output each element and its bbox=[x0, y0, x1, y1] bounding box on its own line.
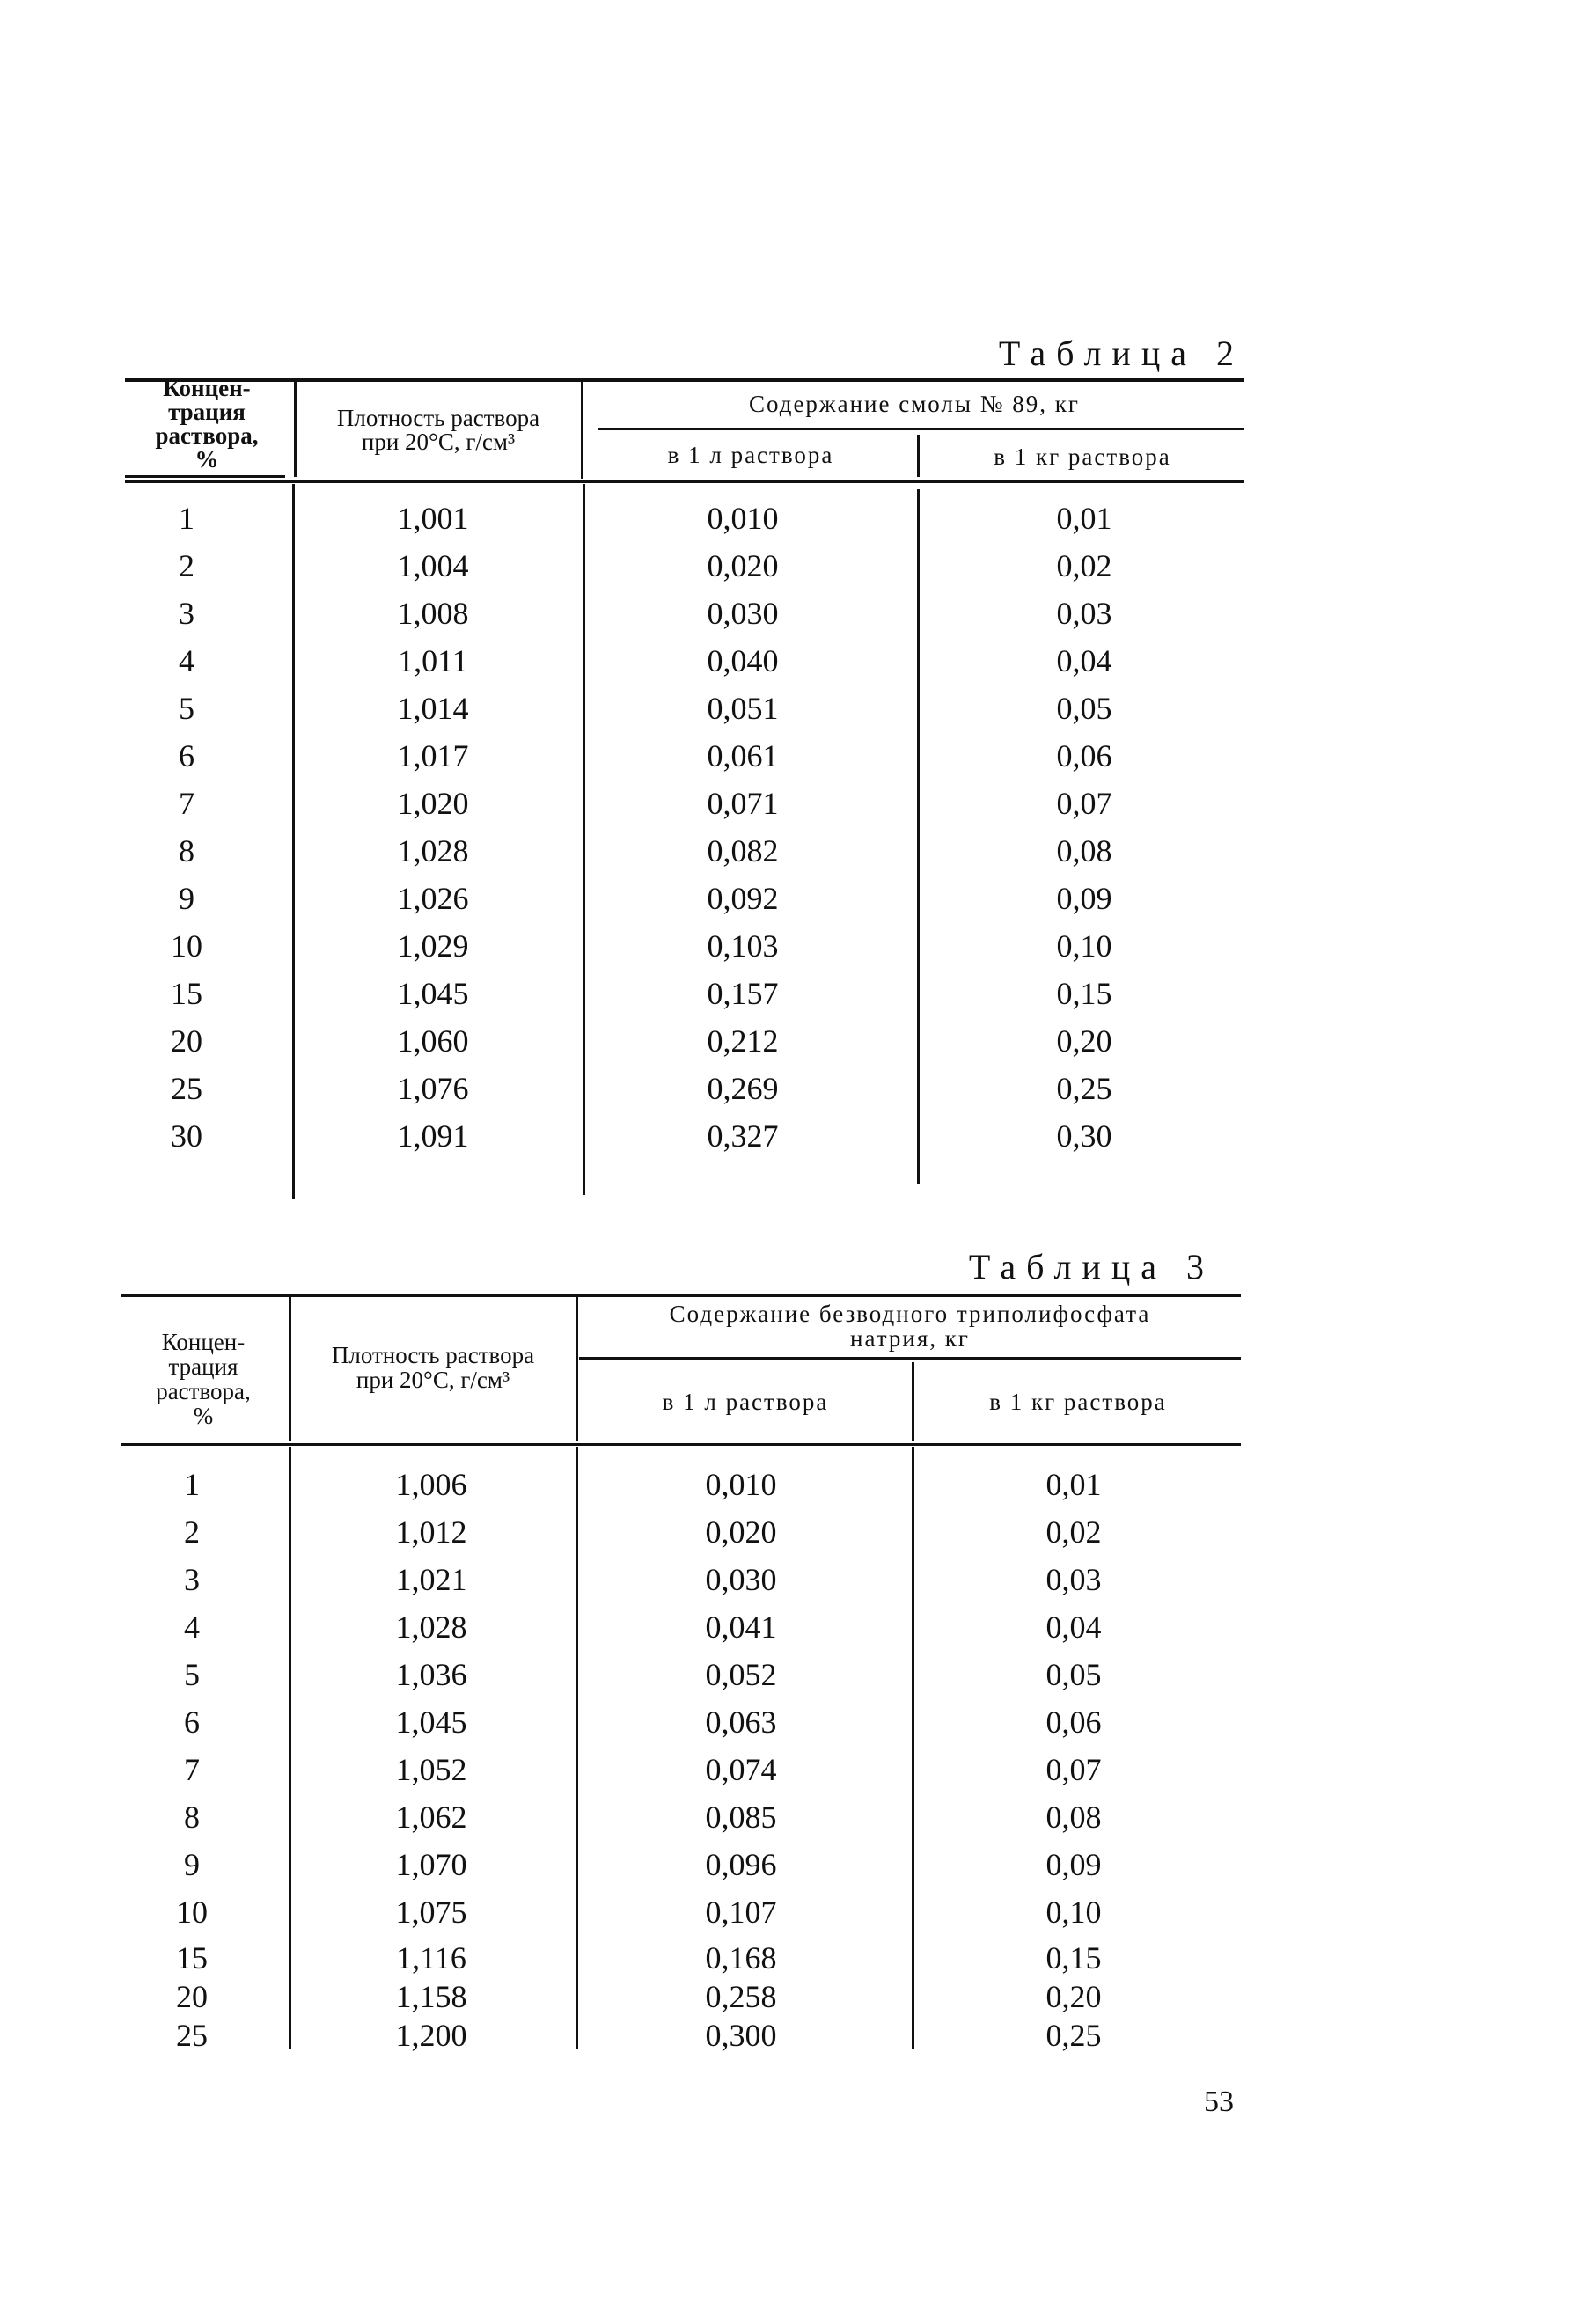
per-kg-cell: 0,05 bbox=[1056, 691, 1112, 726]
density-cell: 1,045 bbox=[397, 976, 469, 1011]
header-line: трация bbox=[168, 1353, 238, 1380]
table-3-vline-2-header bbox=[576, 1297, 578, 1441]
concentration-cell: 3 bbox=[179, 596, 194, 631]
concentration-cell: 6 bbox=[179, 738, 194, 773]
per-kg-cell: 0,05 bbox=[1045, 1657, 1102, 1692]
header-line: натрия, кг bbox=[850, 1325, 970, 1352]
concentration-cell: 15 bbox=[171, 976, 202, 1011]
per-liter-cell: 0,107 bbox=[705, 1895, 777, 1930]
per-liter-cell: 0,300 bbox=[705, 2018, 777, 2053]
table-3-header-per-kg: в 1 кг раствора bbox=[989, 1389, 1167, 1415]
table-2-header-density bbox=[297, 384, 579, 477]
density-cell: 1,021 bbox=[395, 1562, 467, 1597]
table-2-concentration-rule bbox=[125, 475, 285, 478]
table-3-group-rule bbox=[579, 1357, 1241, 1360]
header-line: Содержание безводного триполифосфата bbox=[669, 1301, 1151, 1327]
header-line: при 20°С, г/см³ bbox=[356, 1367, 510, 1393]
table-3-header-bottom-rule bbox=[121, 1443, 1241, 1446]
density-cell: 1,026 bbox=[397, 881, 469, 916]
per-kg-cell: 0,02 bbox=[1045, 1514, 1102, 1550]
density-cell: 1,200 bbox=[395, 2018, 467, 2053]
per-liter-cell: 0,051 bbox=[707, 691, 779, 726]
concentration-cell: 5 bbox=[184, 1657, 200, 1692]
concentration-cell: 2 bbox=[184, 1514, 200, 1550]
concentration-cell: 1 bbox=[184, 1467, 200, 1502]
per-liter-cell: 0,103 bbox=[707, 928, 779, 964]
concentration-cell: 7 bbox=[184, 1752, 200, 1787]
density-cell: 1,001 bbox=[397, 501, 469, 536]
header-line: % bbox=[193, 1403, 214, 1429]
per-liter-cell: 0,212 bbox=[707, 1023, 779, 1059]
concentration-cell: 4 bbox=[184, 1609, 200, 1645]
per-liter-cell: 0,020 bbox=[707, 548, 779, 583]
per-kg-cell: 0,09 bbox=[1045, 1847, 1102, 1882]
per-kg-cell: 0,04 bbox=[1045, 1609, 1102, 1645]
header-line: трация bbox=[168, 399, 246, 425]
table-3-vline-1-header bbox=[289, 1297, 291, 1441]
density-cell: 1,060 bbox=[397, 1023, 469, 1059]
per-kg-cell: 0,01 bbox=[1045, 1467, 1102, 1502]
header-line: раствора, bbox=[156, 1378, 251, 1404]
page-number: 53 bbox=[1204, 2086, 1234, 2118]
density-cell: 1,020 bbox=[397, 786, 469, 821]
per-kg-cell: 0,09 bbox=[1056, 881, 1112, 916]
per-kg-cell: 0,02 bbox=[1056, 548, 1112, 583]
concentration-cell: 8 bbox=[184, 1800, 200, 1835]
per-liter-cell: 0,258 bbox=[705, 1979, 777, 2014]
density-cell: 1,052 bbox=[395, 1752, 467, 1787]
per-liter-cell: 0,063 bbox=[705, 1705, 777, 1740]
per-kg-cell: 0,15 bbox=[1045, 1940, 1102, 1976]
per-liter-cell: 0,030 bbox=[705, 1562, 777, 1597]
header-line: Плотность раствора bbox=[331, 1342, 535, 1368]
concentration-cell: 1 bbox=[179, 501, 194, 536]
density-cell: 1,004 bbox=[397, 548, 469, 583]
header-line: % bbox=[194, 446, 219, 473]
per-liter-cell: 0,092 bbox=[707, 881, 779, 916]
density-cell: 1,014 bbox=[397, 691, 469, 726]
table-2-header-content-group: Содержание смолы № 89, кг bbox=[748, 391, 1080, 417]
table-2-header-per-kg: в 1 кг раствора bbox=[994, 444, 1171, 470]
table-2-vline-2-header bbox=[581, 382, 583, 479]
per-kg-cell: 0,07 bbox=[1045, 1752, 1102, 1787]
per-liter-cell: 0,010 bbox=[705, 1467, 777, 1502]
per-kg-cell: 0,25 bbox=[1056, 1071, 1112, 1106]
per-kg-cell: 0,08 bbox=[1056, 833, 1112, 869]
per-kg-cell: 0,04 bbox=[1056, 643, 1112, 678]
concentration-cell: 20 bbox=[176, 1979, 208, 2014]
table-2-vline-1-header bbox=[294, 382, 297, 477]
concentration-cell: 30 bbox=[171, 1118, 202, 1154]
per-liter-cell: 0,327 bbox=[707, 1118, 779, 1154]
concentration-cell: 6 bbox=[184, 1705, 200, 1740]
per-kg-cell: 0,03 bbox=[1045, 1562, 1102, 1597]
table-3-vline-3-header bbox=[912, 1362, 914, 1441]
density-cell: 1,029 bbox=[397, 928, 469, 964]
per-kg-cell: 0,07 bbox=[1056, 786, 1112, 821]
header-line: раствора, bbox=[155, 422, 259, 449]
density-cell: 1,028 bbox=[397, 833, 469, 869]
concentration-cell: 8 bbox=[179, 833, 194, 869]
concentration-cell: 3 bbox=[184, 1562, 200, 1597]
per-liter-cell: 0,061 bbox=[707, 738, 779, 773]
per-liter-cell: 0,168 bbox=[705, 1940, 777, 1976]
table-2-caption: Таблица 2 bbox=[998, 334, 1244, 373]
table-3 bbox=[121, 1239, 1241, 2066]
density-cell: 1,008 bbox=[397, 596, 469, 631]
density-cell: 1,062 bbox=[395, 1800, 467, 1835]
per-liter-cell: 0,096 bbox=[705, 1847, 777, 1882]
density-cell: 1,116 bbox=[396, 1940, 466, 1976]
header-line: Концен- bbox=[161, 1329, 246, 1355]
concentration-cell: 10 bbox=[176, 1895, 208, 1930]
per-liter-cell: 0,020 bbox=[705, 1514, 777, 1550]
table-3-header-content-group bbox=[579, 1297, 1241, 1355]
per-liter-cell: 0,157 bbox=[707, 976, 779, 1011]
per-liter-cell: 0,085 bbox=[705, 1800, 777, 1835]
per-kg-cell: 0,30 bbox=[1056, 1118, 1112, 1154]
table-2-header-bottom-rule bbox=[125, 480, 1244, 483]
table-2-header-concentration bbox=[125, 373, 289, 475]
table-2-vline-3-header bbox=[917, 435, 920, 477]
density-cell: 1,045 bbox=[395, 1705, 467, 1740]
table-3-header-per-liter: в 1 л раствора bbox=[662, 1389, 829, 1415]
density-cell: 1,011 bbox=[398, 643, 468, 678]
table-2-group-rule bbox=[598, 428, 1244, 430]
table-3-vline-1-body bbox=[289, 1447, 291, 2049]
concentration-cell: 9 bbox=[179, 881, 194, 916]
density-cell: 1,075 bbox=[395, 1895, 467, 1930]
density-cell: 1,158 bbox=[395, 1979, 467, 2014]
density-cell: 1,036 bbox=[395, 1657, 467, 1692]
density-cell: 1,028 bbox=[395, 1609, 467, 1645]
concentration-cell: 9 bbox=[184, 1847, 200, 1882]
per-kg-cell: 0,15 bbox=[1056, 976, 1112, 1011]
per-kg-cell: 0,10 bbox=[1045, 1895, 1102, 1930]
density-cell: 1,070 bbox=[395, 1847, 467, 1882]
concentration-cell: 4 bbox=[179, 643, 194, 678]
density-cell: 1,012 bbox=[395, 1514, 467, 1550]
per-kg-cell: 0,20 bbox=[1045, 1979, 1102, 2014]
density-cell: 1,017 bbox=[397, 738, 469, 773]
table-3-header-concentration bbox=[121, 1315, 285, 1443]
per-liter-cell: 0,030 bbox=[707, 596, 779, 631]
header-line: Плотность раствора bbox=[336, 405, 540, 431]
per-liter-cell: 0,010 bbox=[707, 501, 779, 536]
concentration-cell: 25 bbox=[176, 2018, 208, 2053]
density-cell: 1,091 bbox=[397, 1118, 469, 1154]
per-liter-cell: 0,269 bbox=[707, 1071, 779, 1106]
table-3-vline-3-body bbox=[912, 1447, 914, 2049]
density-cell: 1,076 bbox=[397, 1071, 469, 1106]
table-3-header-density bbox=[292, 1323, 574, 1411]
per-kg-cell: 0,25 bbox=[1045, 2018, 1102, 2053]
per-liter-cell: 0,082 bbox=[707, 833, 779, 869]
per-liter-cell: 0,040 bbox=[707, 643, 779, 678]
density-cell: 1,006 bbox=[395, 1467, 467, 1502]
table-2-vline-1-body bbox=[292, 484, 295, 1199]
per-kg-cell: 0,08 bbox=[1045, 1800, 1102, 1835]
table-2 bbox=[125, 326, 1244, 1206]
header-line: Концен- bbox=[163, 375, 251, 401]
concentration-cell: 15 bbox=[176, 1940, 208, 1976]
per-kg-cell: 0,06 bbox=[1056, 738, 1112, 773]
per-liter-cell: 0,041 bbox=[705, 1609, 777, 1645]
per-kg-cell: 0,03 bbox=[1056, 596, 1112, 631]
concentration-cell: 20 bbox=[171, 1023, 202, 1059]
table-3-caption: Таблица 3 bbox=[968, 1247, 1214, 1287]
table-3-vline-2-body bbox=[576, 1447, 578, 2049]
per-kg-cell: 0,01 bbox=[1056, 501, 1112, 536]
per-kg-cell: 0,06 bbox=[1045, 1705, 1102, 1740]
table-2-vline-3-body bbox=[917, 489, 920, 1184]
per-kg-cell: 0,10 bbox=[1056, 928, 1112, 964]
header-line: при 20°С, г/см³ bbox=[361, 429, 516, 455]
concentration-cell: 5 bbox=[179, 691, 194, 726]
concentration-cell: 7 bbox=[179, 786, 194, 821]
per-liter-cell: 0,071 bbox=[707, 786, 779, 821]
concentration-cell: 2 bbox=[179, 548, 194, 583]
concentration-cell: 25 bbox=[171, 1071, 202, 1106]
per-liter-cell: 0,074 bbox=[705, 1752, 777, 1787]
table-2-vline-2-body bbox=[583, 484, 585, 1195]
table-2-header-per-liter: в 1 л раствора bbox=[667, 442, 834, 468]
concentration-cell: 10 bbox=[171, 928, 202, 964]
per-kg-cell: 0,20 bbox=[1056, 1023, 1112, 1059]
per-liter-cell: 0,052 bbox=[705, 1657, 777, 1692]
